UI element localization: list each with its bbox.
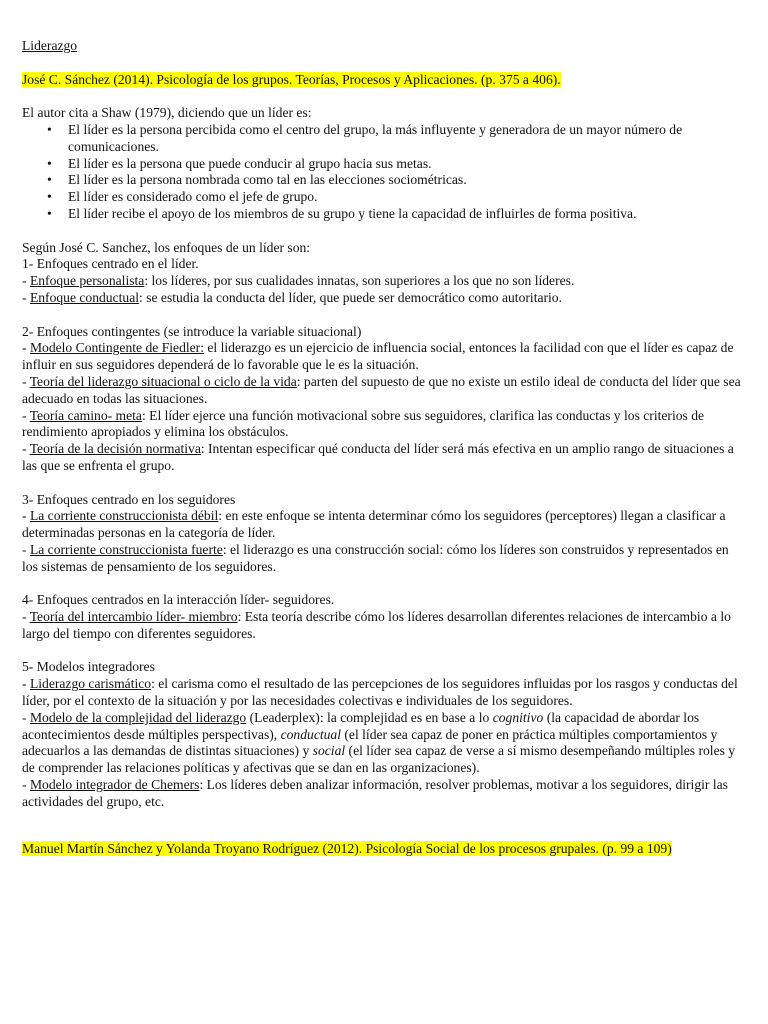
section-term: Modelo Contingente de Fiedler: bbox=[29, 340, 204, 356]
section-term: Teoría camino- meta bbox=[29, 407, 142, 423]
section-term: Enfoque personalista bbox=[29, 273, 145, 289]
section-term: Liderazgo carismático bbox=[29, 676, 152, 692]
section-term: La corriente construccionista débil bbox=[29, 508, 219, 524]
section-1-title: 1- Enfoques centrado en el líder. bbox=[22, 256, 199, 272]
intro-paragraph: El autor cita a Shaw (1979), diciendo que un líder es: bbox=[22, 105, 312, 121]
section-item: - Modelo Contingente de Fiedler: el liderazgo es un ejercicio de influencia social, entonces la facilidad con que el líder es capaz de influir en sus seguidores dependerá de lo favorable que le es la situación. bbox=[22, 340, 734, 373]
section-term: Teoría de la decisión normativa bbox=[29, 441, 201, 457]
section-item: - Enfoque personalista: los líderes, por sus cualidades innatas, son superiores a los que no son líderes. bbox=[22, 273, 575, 289]
list-item: • El líder recibe el apoyo de los miembros de su grupo y tiene la capacidad de influirles de forma positiva. bbox=[22, 206, 747, 223]
section-5-title: 5- Modelos integradores bbox=[22, 659, 155, 675]
list-item: • El líder es la persona percibida como el centro del grupo, la más influyente y generadora de un mayor número de comunicaciones. bbox=[22, 122, 747, 156]
section-item: - Teoría camino- meta: El líder ejerce una función motivacional sobre sus seguidores, clarifica las conductas y los criterios de rendimiento apropiados y elimina los obstáculos. bbox=[22, 407, 705, 440]
section-2-title: 2- Enfoques contingentes (se introduce la variable situacional) bbox=[22, 323, 362, 339]
reference-2 bbox=[22, 841, 747, 858]
section-3-title: 3- Enfoques centrado en los seguidores bbox=[22, 491, 236, 507]
section-item: - Liderazgo carismático: el carisma como el resultado de las percepciones de los seguidores influidas por los rasgos y conductas del líder, por el contexto de la situación y por las necesidades colectivas e individuales de los seguidores. bbox=[22, 676, 738, 709]
section-item: - Enfoque conductual: se estudia la conducta del líder, que puede ser democrático como autoritario. bbox=[22, 289, 562, 305]
highlighted-reference: Manuel Martín Sánchez y Yolanda Troyano Rodríguez (2012). Psicología Social de los procesos grupales. (p. 99 a 109) bbox=[22, 840, 672, 856]
section-4-title: 4- Enfoques centrados en la interacción líder- seguidores. bbox=[22, 592, 335, 608]
section-term: Modelo de la complejidad del liderazgo bbox=[29, 709, 247, 725]
section-item: - Teoría de la decisión normativa: Intentan especificar qué conducta del líder será más efectiva en un amplio rango de situaciones a las que se enfrenta el grupo. bbox=[22, 441, 734, 473]
document-heading: Liderazgo bbox=[22, 38, 78, 53]
section-term: Modelo integrador de Chemers bbox=[29, 777, 200, 793]
section-item: - Modelo integrador de Chemers: Los líderes deben analizar información, resolver problemas, motivar a los seguidores, dirigir las actividades del grupo, etc. bbox=[22, 777, 728, 809]
section-item: - Modelo de la complejidad del liderazgo (Leaderplex): la complejidad es en base a lo cognitivo (la capacidad de abordar los acontecimientos desde múltiples perspectivas), conductual (el líder sea capaz de poner en práctica múltiples comportamientos y adecuarlos a las demandas de distintas situaciones) y social (el líder sea capaz de verse a sí mismo desempeñando múltiples roles y de comprender las relaciones políticas y afectivas que se dan en las organizaciones). bbox=[22, 709, 736, 776]
section-item: - La corriente construccionista débil: en este enfoque se intenta determinar cómo los seguidores (perceptores) llegan a clasificar a determinadas personas en la categoría de líder. bbox=[22, 508, 726, 541]
highlighted-reference: José C. Sánchez (2014). Psicología de los grupos. Teorías, Procesos y Aplicaciones. (p. 375 a 406). bbox=[22, 71, 561, 87]
section-term: Enfoque conductual bbox=[29, 289, 140, 305]
reference-1 bbox=[22, 72, 747, 89]
list-item: • El líder es la persona nombrada como tal en las elecciones sociométricas. bbox=[22, 172, 747, 189]
section-term: Teoría del intercambio líder- miembro bbox=[29, 609, 238, 625]
section-term: La corriente construccionista fuerte bbox=[29, 541, 223, 557]
section-item: - Teoría del liderazgo situacional o ciclo de la vida: parten del supuesto de que no existe un estilo ideal de conducta del líder que sea adecuado en todas las situaciones. bbox=[22, 373, 741, 406]
list-item: • El líder es considerado como el jefe de grupo. bbox=[22, 189, 747, 206]
section-item: - Teoría del intercambio líder- miembro: Esta teoría describe cómo los líderes desarrollan diferentes relaciones de intercambio a lo largo del tiempo con diferentes seguidores. bbox=[22, 609, 731, 641]
leader-definition-list bbox=[22, 122, 747, 223]
enfoques-intro: Según José C. Sanchez, los enfoques de un líder son: bbox=[22, 239, 311, 255]
document-page bbox=[22, 38, 747, 857]
section-term: Teoría del liderazgo situacional o ciclo de la vida bbox=[29, 373, 297, 389]
list-item: • El líder es la persona que puede conducir al grupo hacia sus metas. bbox=[22, 156, 747, 173]
section-item: - La corriente construccionista fuerte: el liderazgo es una construcción social: cómo los líderes son construidos y representados en los sistemas de pensamiento de los seguidores. bbox=[22, 541, 729, 574]
